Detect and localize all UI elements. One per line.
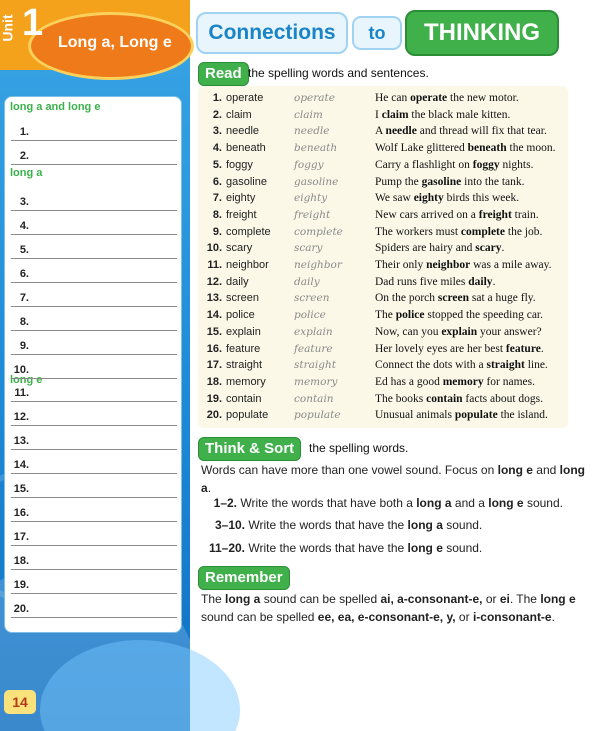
example-sentence xyxy=(375,240,504,257)
example-sentence xyxy=(375,357,548,374)
answer-number: 9. xyxy=(19,340,29,352)
cursive-word: claim xyxy=(294,108,323,121)
sentence-bold-word: police xyxy=(395,309,425,322)
sentence-text: line. xyxy=(524,359,548,372)
answer-blank-18[interactable] xyxy=(11,549,177,570)
cursive-word: daily xyxy=(294,275,320,288)
example-sentence xyxy=(375,224,542,241)
answer-number: 18. xyxy=(13,555,29,567)
remember-text: sound can be spelled xyxy=(260,592,381,606)
remember-text: . The xyxy=(509,592,541,606)
spelling-word: scary xyxy=(226,242,253,255)
cursive-word: contain xyxy=(294,392,334,405)
remember-text: sound can be spelled xyxy=(201,610,318,624)
banner-thinking: THINKING xyxy=(405,10,559,56)
sentence-text: Spiders are hairy and xyxy=(375,242,476,255)
sentence-bold-word: freight xyxy=(478,208,512,221)
cursive-word: foggy xyxy=(294,158,324,171)
word-row xyxy=(198,140,568,157)
answer-blank-12[interactable] xyxy=(11,405,177,426)
cursive-word: freight xyxy=(294,208,331,221)
word-row xyxy=(198,407,568,424)
answer-section-label: long a and long e xyxy=(10,101,101,113)
word-number: 17. xyxy=(206,359,222,372)
sort-bold: long a xyxy=(416,496,452,510)
word-number: 15. xyxy=(206,325,222,338)
word-row xyxy=(198,240,568,257)
answer-number: 4. xyxy=(19,220,29,232)
word-number: 4. xyxy=(212,142,222,155)
answer-blank-19[interactable] xyxy=(11,573,177,594)
answer-blank-9[interactable] xyxy=(11,334,177,355)
sentence-text: The books xyxy=(375,392,427,405)
answer-number: 11. xyxy=(14,387,29,399)
example-sentence xyxy=(375,307,543,324)
think-sort-paragraph xyxy=(201,461,591,497)
cursive-word: needle xyxy=(294,125,330,138)
cursive-word: operate xyxy=(294,92,335,104)
example-sentence xyxy=(375,107,510,124)
example-sentence xyxy=(375,391,543,408)
sentence-text: Dad runs five miles xyxy=(375,275,469,288)
answer-blank-11[interactable] xyxy=(11,381,177,402)
sort-bold: long e xyxy=(488,496,524,510)
remember-bold: ei xyxy=(499,592,510,606)
read-tag: Read xyxy=(198,62,249,86)
word-row xyxy=(198,107,568,124)
answer-blank-1[interactable] xyxy=(11,120,177,141)
word-number: 13. xyxy=(206,292,222,305)
spelling-word: eighty xyxy=(226,192,256,205)
sort-text: Write the words that have the xyxy=(248,518,408,532)
spelling-word: neighbor xyxy=(226,259,269,271)
think-sort-tag: Think & Sort xyxy=(198,437,301,461)
word-number: 18. xyxy=(206,375,222,388)
para-text: . xyxy=(207,481,212,495)
answer-number: 19. xyxy=(13,579,29,591)
sort-range: 1–2. xyxy=(213,496,237,510)
sentence-bold-word: memory xyxy=(442,375,484,388)
sentence-text: the black male kitten. xyxy=(408,108,511,121)
spelling-word: screen xyxy=(226,292,260,305)
para-bold: long e xyxy=(497,463,533,477)
sentence-text: Ed has a good xyxy=(375,375,443,388)
spelling-word: foggy xyxy=(226,158,253,171)
cursive-word: scary xyxy=(294,242,323,255)
answer-blank-17[interactable] xyxy=(11,525,177,546)
answer-blank-15[interactable] xyxy=(11,477,177,498)
sentence-text: the moon. xyxy=(506,142,556,155)
word-row xyxy=(198,207,568,224)
answer-blank-3[interactable] xyxy=(11,190,177,211)
sentence-text: A xyxy=(375,125,386,138)
sentence-bold-word: populate xyxy=(454,409,498,422)
cursive-word: beneath xyxy=(294,142,338,155)
answer-blank-16[interactable] xyxy=(11,501,177,522)
answer-number: 14. xyxy=(13,459,29,471)
example-sentence xyxy=(375,207,539,224)
sentence-text: for names. xyxy=(483,375,536,388)
answer-number: 12. xyxy=(13,411,29,423)
sentence-text: facts about dogs. xyxy=(462,392,544,405)
remember-bold: long e xyxy=(540,592,576,606)
example-sentence xyxy=(375,407,548,424)
word-number: 12. xyxy=(206,275,222,288)
spelling-word: police xyxy=(226,309,255,322)
example-sentence xyxy=(375,274,495,291)
sentence-text: The xyxy=(375,309,396,322)
sentence-bold-word: screen xyxy=(437,292,470,305)
spelling-word: straight xyxy=(226,359,263,372)
answer-blank-4[interactable] xyxy=(11,214,177,235)
sentence-text: birds this week. xyxy=(443,192,520,205)
spelling-word: needle xyxy=(226,125,260,138)
sentence-text: Carry a flashlight on xyxy=(375,158,473,171)
sentence-bold-word: beneath xyxy=(467,142,507,155)
word-number: 5. xyxy=(212,158,222,171)
remember-bold: ee, ea, e-consonant-e, y, xyxy=(317,610,456,624)
word-row xyxy=(198,157,568,174)
sentence-text: the island. xyxy=(497,409,548,422)
remember-text: or xyxy=(455,610,473,624)
answer-blank-5[interactable] xyxy=(11,238,177,259)
word-number: 14. xyxy=(206,309,222,322)
answer-number: 2. xyxy=(19,150,29,162)
word-row xyxy=(198,174,568,191)
sentence-text: your answer? xyxy=(477,325,542,338)
example-sentence xyxy=(375,290,536,307)
word-number: 1. xyxy=(212,92,222,104)
cursive-word: explain xyxy=(294,325,333,338)
sort-text: sound. xyxy=(442,518,483,532)
answer-number: 8. xyxy=(19,316,29,328)
answer-card xyxy=(4,96,182,633)
remember-bold: long a xyxy=(225,592,261,606)
sentence-text: He can xyxy=(375,92,411,104)
sentence-bold-word: claim xyxy=(381,108,409,121)
sentence-text: Their only xyxy=(375,259,427,271)
sentence-text: I xyxy=(375,108,382,121)
word-row xyxy=(198,357,568,374)
cursive-word: eighty xyxy=(294,192,328,205)
cursive-word: straight xyxy=(294,359,336,372)
spelling-word: claim xyxy=(226,108,252,121)
cursive-word: neighbor xyxy=(294,259,342,271)
banner-connections: Connections xyxy=(196,12,348,54)
sentence-bold-word: operate xyxy=(410,92,448,104)
remember-bold: i-consonant-e xyxy=(472,610,552,624)
sentence-text: Pump the xyxy=(375,175,422,188)
remember-tag: Remember xyxy=(198,566,290,590)
para-text: and xyxy=(532,463,560,477)
word-number: 10. xyxy=(206,242,222,255)
sentence-text: Now, can you xyxy=(375,325,442,338)
answer-blank-20[interactable] xyxy=(11,597,177,618)
word-row xyxy=(198,307,568,324)
spelling-word: explain xyxy=(226,325,261,338)
answer-blank-14[interactable] xyxy=(11,453,177,474)
example-sentence xyxy=(375,140,556,157)
sentence-bold-word: eighty xyxy=(413,192,444,205)
example-sentence xyxy=(375,90,519,107)
sentence-bold-word: straight xyxy=(486,359,525,372)
sentence-text: . xyxy=(492,275,496,288)
example-sentence xyxy=(375,324,542,341)
sentence-text: stopped the speeding car. xyxy=(424,309,543,322)
example-sentence xyxy=(375,341,544,358)
sentence-bold-word: feature xyxy=(505,342,541,355)
spelling-word: feature xyxy=(226,342,261,355)
sort-instruction xyxy=(205,518,482,532)
word-number: 6. xyxy=(212,175,222,188)
sort-bold: long e xyxy=(407,541,443,555)
banner-to: to xyxy=(352,16,402,50)
answer-number: 13. xyxy=(13,435,29,447)
sentence-text: New cars arrived on a xyxy=(375,208,479,221)
sentence-text: the new motor. xyxy=(447,92,519,104)
unit-label: Unit xyxy=(0,14,16,42)
answer-number: 20. xyxy=(13,603,29,615)
cursive-word: gasoline xyxy=(294,175,339,188)
sentence-text: Connect the dots with a xyxy=(375,359,487,372)
word-row xyxy=(198,290,568,307)
answer-blank-2[interactable] xyxy=(11,144,177,165)
unit-title: Long a, Long e xyxy=(58,34,172,51)
answer-number: 1. xyxy=(19,126,29,138)
answer-number: 16. xyxy=(13,507,29,519)
sentence-text: and thread will fix that tear. xyxy=(416,125,547,138)
remember-text: or xyxy=(482,592,500,606)
cursive-word: memory xyxy=(294,375,338,388)
sentence-bold-word: contain xyxy=(426,392,463,405)
remember-bold: ai, a-consonant-e, xyxy=(380,592,483,606)
sentence-text: The workers must xyxy=(375,225,461,238)
spelling-word: memory xyxy=(226,375,266,388)
sentence-bold-word: gasoline xyxy=(421,175,462,188)
para-bold: long a xyxy=(201,463,585,495)
remember-paragraph xyxy=(201,590,591,626)
think-sort-instruction: the spelling words. xyxy=(309,441,409,455)
sort-instruction xyxy=(205,541,482,555)
sort-text: sound. xyxy=(523,496,563,510)
answer-blank-10[interactable] xyxy=(11,358,177,379)
answer-number: 7. xyxy=(19,292,29,304)
answer-blank-8[interactable] xyxy=(11,310,177,331)
word-row xyxy=(198,190,568,207)
answer-blank-7[interactable] xyxy=(11,286,177,307)
word-number: 3. xyxy=(212,125,222,138)
answer-number: 10. xyxy=(13,364,29,376)
sentence-text: into the tank. xyxy=(461,175,525,188)
word-number: 16. xyxy=(206,342,222,355)
word-number: 20. xyxy=(206,409,222,422)
sentence-text: was a mile away. xyxy=(470,259,552,271)
sentence-text: . xyxy=(501,242,505,255)
sentence-text: train. xyxy=(511,208,539,221)
answer-blank-13[interactable] xyxy=(11,429,177,450)
example-sentence xyxy=(375,123,547,140)
sentence-bold-word: neighbor xyxy=(426,259,471,271)
cursive-word: screen xyxy=(294,292,330,305)
page-number: 14 xyxy=(4,690,36,714)
spelling-word: beneath xyxy=(226,142,266,155)
spelling-word: operate xyxy=(226,92,264,104)
answer-number: 17. xyxy=(13,531,29,543)
answer-number: 3. xyxy=(19,196,29,208)
sentence-text: On the porch xyxy=(375,292,438,305)
spelling-word: populate xyxy=(226,409,269,422)
word-number: 11. xyxy=(207,259,222,271)
sentence-text: the job. xyxy=(505,225,543,238)
example-sentence xyxy=(375,157,533,174)
sentence-bold-word: daily xyxy=(468,275,493,288)
sort-bold: long a xyxy=(407,518,443,532)
word-row xyxy=(198,224,568,241)
word-row xyxy=(198,257,568,274)
sort-range: 11–20. xyxy=(208,541,245,555)
answer-number: 15. xyxy=(13,483,29,495)
sentence-text: nights. xyxy=(499,158,534,171)
word-row xyxy=(198,90,568,107)
example-sentence xyxy=(375,374,535,391)
remember-text: . xyxy=(551,610,555,624)
sentence-text: . xyxy=(540,342,544,355)
remember-text: The xyxy=(201,592,226,606)
answer-number: 6. xyxy=(19,268,29,280)
word-row xyxy=(198,341,568,358)
spelling-word: freight xyxy=(226,208,257,221)
sentence-bold-word: foggy xyxy=(472,158,500,171)
sort-text: sound. xyxy=(442,541,483,555)
read-instruction: the spelling words and sentences. xyxy=(248,66,429,80)
spelling-word: contain xyxy=(226,392,262,405)
para-text: Words can have more than one vowel sound. Focus on xyxy=(201,463,498,477)
sentence-text: sat a huge fly. xyxy=(469,292,536,305)
example-sentence xyxy=(375,174,525,191)
answer-number: 5. xyxy=(19,244,29,256)
sentence-text: We saw xyxy=(375,192,414,205)
word-row xyxy=(198,324,568,341)
word-row xyxy=(198,123,568,140)
word-number: 9. xyxy=(212,225,222,238)
sentence-bold-word: scary xyxy=(475,242,502,255)
word-row xyxy=(198,374,568,391)
answer-section-label: long a xyxy=(10,167,43,179)
word-number: 19. xyxy=(206,392,222,405)
cursive-word: feature xyxy=(294,342,333,355)
unit-header xyxy=(0,0,190,70)
sentence-text: Her lovely eyes are her best xyxy=(375,342,506,355)
word-row xyxy=(198,391,568,408)
sort-instruction xyxy=(205,496,563,510)
word-number: 8. xyxy=(212,208,222,221)
word-number: 2. xyxy=(212,108,222,121)
sentence-text: Wolf Lake glittered xyxy=(375,142,468,155)
word-row xyxy=(198,274,568,291)
unit-number: 1 xyxy=(22,2,44,44)
answer-blank-6[interactable] xyxy=(11,262,177,283)
example-sentence xyxy=(375,190,519,207)
sort-range: 3–10. xyxy=(214,518,245,532)
word-number: 7. xyxy=(212,192,222,205)
sentence-bold-word: needle xyxy=(385,125,417,138)
spelling-word: gasoline xyxy=(226,175,267,188)
sentence-bold-word: complete xyxy=(460,225,505,238)
cursive-word: complete xyxy=(294,225,343,238)
spelling-word: complete xyxy=(226,225,271,238)
sort-text: Write the words that have the xyxy=(248,541,408,555)
sort-text: and a xyxy=(451,496,489,510)
sentence-bold-word: explain xyxy=(441,325,478,338)
cursive-word: police xyxy=(294,309,326,322)
sort-text: Write the words that have both a xyxy=(240,496,417,510)
example-sentence xyxy=(375,257,552,274)
answer-section-label: long e xyxy=(10,374,43,386)
spelling-word: daily xyxy=(226,275,249,288)
cursive-word: populate xyxy=(294,409,341,422)
sentence-text: Unusual animals xyxy=(375,409,455,422)
